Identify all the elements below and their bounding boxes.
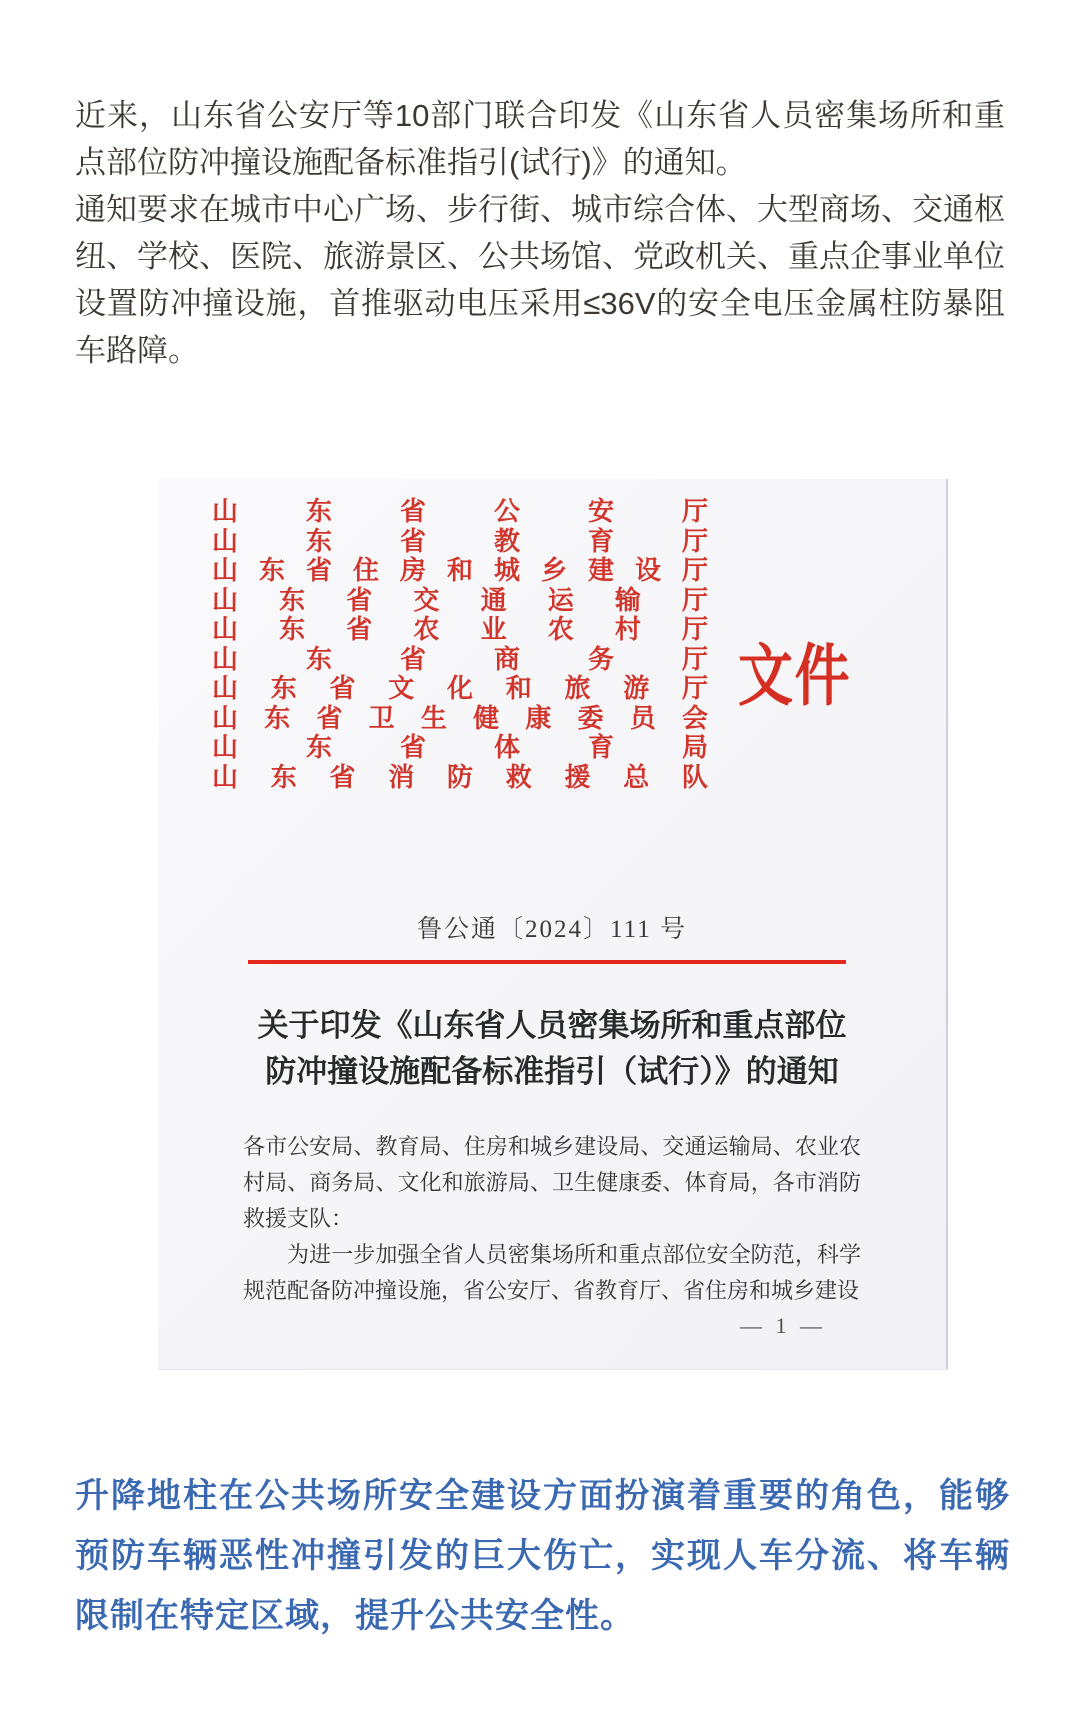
document-recipients: 各市公安局、教育局、住房和城乡建设局、交通运输局、农业农村局、商务局、文化和旅游局、卫生健康委、体育局，各市消防救援支队： <box>243 1134 861 1231</box>
document-body <box>243 1129 861 1309</box>
summary-paragraph: 升降地柱在公共场所安全建设方面扮演着重要的角色，能够预防车辆恶性冲撞引发的巨大伤亡，实现人车分流、将车辆限制在特定区域，提升公共安全性。 <box>75 1477 1010 1635</box>
document-number: 鲁公通〔2024〕111 号 <box>417 916 687 943</box>
agency-line: 山东省体育局 <box>212 733 708 762</box>
agency-line: 山东省教育厅 <box>212 526 708 556</box>
document-title-line-2: 防冲撞设施配备标准指引（试行）》的通知 <box>265 1054 839 1089</box>
intro-paragraph-1: 近来，山东省公安厅等10部门联合印发《山东省人员密集场所和重点部位防冲撞设施配备标准指引(试行)》的通知。 <box>75 98 1005 180</box>
official-document-image <box>158 479 948 1370</box>
document-title-line-1: 关于印发《山东省人员密集场所和重点部位 <box>257 1008 847 1043</box>
agency-line: 山东省交通运输厅 <box>212 585 708 615</box>
intro-paragraph-2: 通知要求在城市中心广场、步行街、城市综合体、大型商场、交通枢纽、学校、医院、旅游景区、公共场馆、党政机关、重点企事业单位设置防冲撞设施，首推驱动电压采用≤36V的安全电压金属柱防暴阻车路障。 <box>75 192 1005 368</box>
agency-line: 山东省住房和城乡建设厅 <box>212 556 708 585</box>
agency-line: 山东省卫生健康委员会 <box>212 703 708 733</box>
document-letterhead <box>158 479 946 799</box>
agency-line: 山东省公安厅 <box>212 497 708 526</box>
file-label: 文件 <box>738 640 852 714</box>
agency-line: 山东省消防救援总队 <box>212 762 708 792</box>
agency-line: 山东省商务厅 <box>212 644 708 674</box>
document-page-number: — 1 — <box>740 1313 826 1338</box>
letterhead-red-rule <box>248 960 846 964</box>
document-body-paragraph: 为进一步加强全省人员密集场所和重点部位安全防范，科学规范配备防冲撞设施，省公安厅、省教育厅、省住房和城乡建设 <box>243 1242 861 1303</box>
document-title <box>218 1003 886 1095</box>
agency-line: 山东省农业农村厅 <box>212 615 708 644</box>
issuing-agency-list <box>212 497 708 792</box>
agency-line: 山东省文化和旅游厅 <box>212 674 708 703</box>
intro-paragraphs <box>75 92 1005 374</box>
